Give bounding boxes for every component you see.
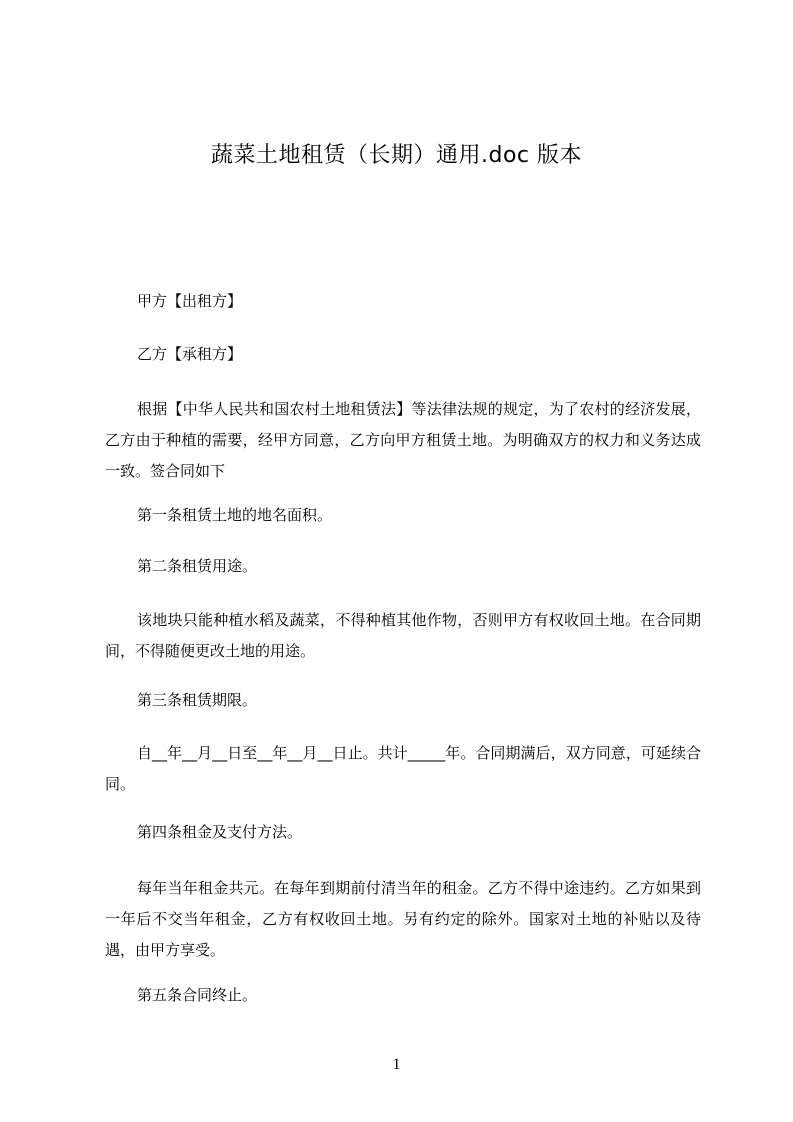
article-2-body: 该地块只能种植水稻及蔬菜，不得种植其他作物，否则甲方有权收回土地。在合同期间，不得随便更改土地的用途。 [105, 611, 701, 660]
article-4-heading: 第四条租金及支付方法。 [137, 823, 303, 841]
document-title: 蔬菜土地租赁（长期）通用.doc 版本 [210, 143, 582, 168]
page-number: 1 [392, 1056, 401, 1073]
article-2-heading: 第二条租赁用途。 [137, 557, 258, 575]
article-1-heading: 第一条租赁土地的地名面积。 [137, 506, 333, 524]
party-a-line: 甲方【出租方】 [137, 292, 243, 310]
party-b-line: 乙方【承租方】 [137, 345, 243, 363]
article-5-heading: 第五条合同终止。 [137, 986, 258, 1004]
article-3-heading: 第三条租赁期限。 [137, 691, 258, 709]
article-4-body: 每年当年租金共元。在每年到期前付清当年的租金。乙方不得中途违约。乙方如果到一年后不交当年租金，乙方有权收回土地。另有约定的除外。国家对土地的补贴以及待遇，由甲方享受。 [105, 879, 701, 959]
article-3-body: 自__年__月__日至__年__月__日止。共计_____年。合同期满后，双方同意，可延续合同。 [105, 744, 701, 793]
intro-paragraph: 根据【中华人民共和国农村土地租赁法】等法律法规的规定，为了农村的经济发展，乙方由于种植的需要，经甲方同意，乙方向甲方租赁土地。为明确双方的权力和义务达成一致。签合同如下 [105, 400, 701, 480]
